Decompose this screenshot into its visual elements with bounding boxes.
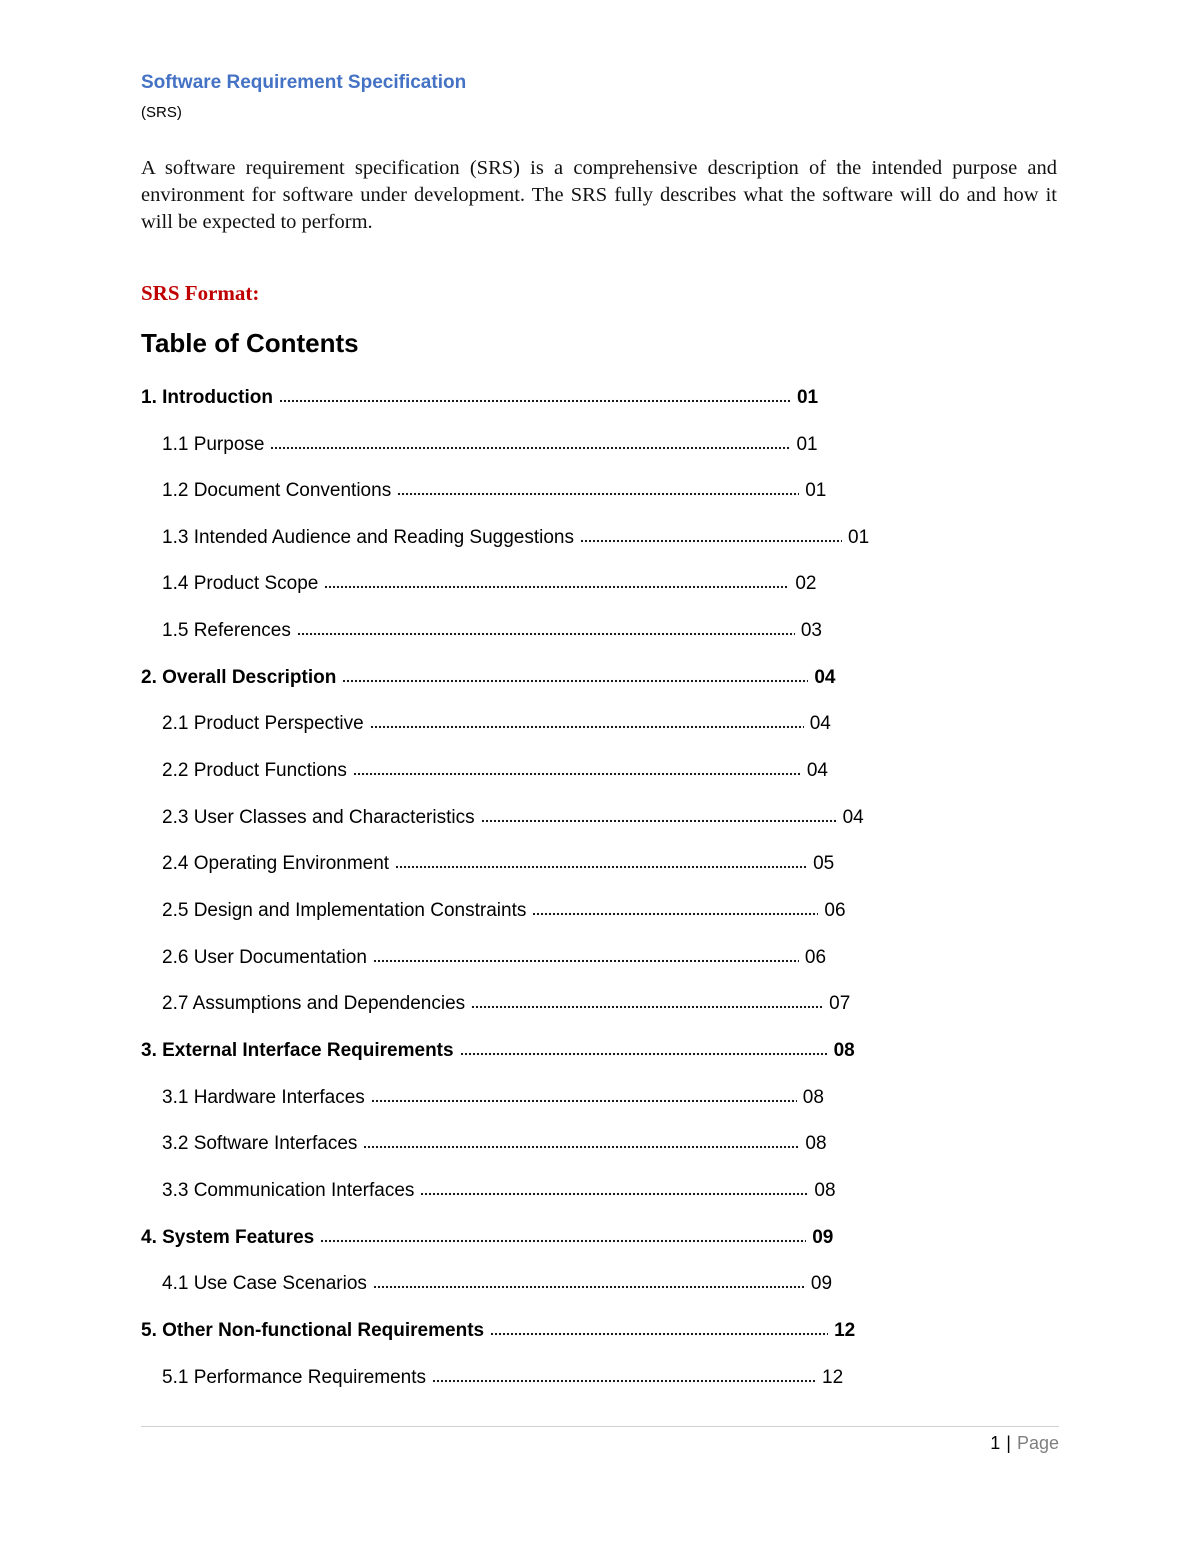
toc-entry-label: 3.3 Communication Interfaces: [162, 1180, 415, 1201]
toc-entry-page: 07: [829, 993, 851, 1014]
footer-page-number: 1: [990, 1433, 1001, 1453]
toc-entry-page: 08: [833, 1040, 855, 1061]
toc-dot-leader: [371, 1085, 797, 1103]
toc-heading: Table of Contents: [141, 328, 359, 358]
toc-entry-label: 4. System Features: [141, 1227, 315, 1248]
toc-entry-page: 09: [810, 1273, 833, 1294]
toc-dot-leader: [471, 991, 823, 1009]
toc-entry-page: 08: [805, 1133, 827, 1154]
toc-entry-label: 1.2 Document Conventions: [162, 480, 392, 501]
toc-entry-label: 2.4 Operating Environment: [162, 853, 390, 874]
toc-dot-leader: [481, 805, 837, 823]
toc-dot-leader: [373, 945, 799, 963]
toc-entry-label: 1.4 Product Scope: [162, 573, 319, 594]
toc-entry-label: 2.3 User Classes and Characteristics: [162, 807, 475, 828]
toc-entry-label: 1.1 Purpose: [162, 434, 265, 455]
toc-entry-page: 01: [805, 480, 827, 501]
toc-entry-page: 12: [834, 1320, 856, 1341]
footer-divider: [141, 1426, 1059, 1427]
toc-dot-leader: [320, 1225, 806, 1243]
toc-entry-purpose[interactable]: [162, 432, 818, 457]
toc-entry-product-functions[interactable]: [162, 758, 828, 783]
toc-entry-label: 4.1 Use Case Scenarios: [162, 1273, 367, 1294]
toc-dot-leader: [370, 711, 804, 729]
toc-entry-label: 5.1 Performance Requirements: [162, 1367, 427, 1388]
toc-entry-page: 04: [806, 760, 828, 781]
toc-dot-leader: [279, 385, 791, 403]
footer-separator: |: [1006, 1433, 1011, 1453]
toc-entry-label: 3.2 Software Interfaces: [162, 1133, 358, 1154]
toc-entry-intended-audience[interactable]: [162, 525, 869, 550]
toc-entry-label: 2.7 Assumptions and Dependencies: [162, 993, 466, 1014]
toc-dot-leader: [353, 758, 801, 776]
toc-entry-references[interactable]: [162, 618, 822, 643]
toc-entry-page: 08: [814, 1180, 836, 1201]
toc-dot-leader: [395, 851, 807, 869]
toc-entry-page: 05: [813, 853, 835, 874]
document-title: Software Requirement Specification: [141, 72, 467, 93]
toc-entry-user-classes[interactable]: [162, 805, 864, 830]
footer-page-label: Page: [1016, 1433, 1059, 1453]
toc-entry-page: 04: [842, 807, 864, 828]
toc-entry-label: 1. Introduction: [141, 387, 273, 408]
toc-entry-software-interfaces[interactable]: [162, 1131, 827, 1156]
toc-entry-performance-requirements[interactable]: [162, 1365, 843, 1390]
toc-entry-label: 1.5 References: [162, 620, 291, 641]
toc-entry-label: 3.1 Hardware Interfaces: [162, 1087, 365, 1108]
toc-entry-design-constraints[interactable]: [162, 898, 846, 923]
toc-entry-page: 06: [824, 900, 846, 921]
toc-entry-assumptions[interactable]: [162, 991, 850, 1016]
toc-entry-use-case-scenarios[interactable]: [162, 1271, 832, 1296]
toc-entry-page: 03: [800, 620, 822, 641]
toc-entry-label: 2. Overall Description: [141, 667, 337, 688]
toc-dot-leader: [420, 1178, 808, 1196]
toc-entry-page: 06: [804, 947, 827, 968]
toc-entry-label: 5. Other Non-functional Requirements: [141, 1320, 485, 1341]
toc-dot-leader: [324, 571, 789, 589]
toc-entry-external-interface[interactable]: [141, 1038, 855, 1063]
toc-entry-document-conventions[interactable]: [162, 478, 826, 503]
toc-dot-leader: [297, 618, 795, 636]
toc-dot-leader: [432, 1365, 816, 1383]
toc-entry-label: 2.1 Product Perspective: [162, 713, 364, 734]
toc-entry-label: 2.6 User Documentation: [162, 947, 367, 968]
toc-entry-page: 04: [809, 713, 831, 734]
toc-entry-product-scope[interactable]: [162, 571, 816, 596]
toc-entry-label: 1.3 Intended Audience and Reading Suggestions: [162, 527, 574, 548]
intro-paragraph: A software requirement specification (SRS) is a comprehensive description of the intended purpose and environment for software under development. The SRS fully describes what the software will do and how it will be expected to perform.: [141, 157, 1057, 233]
toc-dot-leader: [490, 1318, 828, 1336]
toc-entry-overall-description[interactable]: [141, 665, 836, 690]
toc-entry-user-documentation[interactable]: [162, 945, 826, 970]
srs-format-heading: SRS Format:: [141, 281, 260, 305]
toc-dot-leader: [397, 478, 799, 496]
toc-entry-page: 08: [802, 1087, 824, 1108]
toc-entry-introduction[interactable]: [141, 385, 818, 410]
toc-entry-page: 02: [795, 573, 817, 594]
toc-entry-nonfunctional[interactable]: [141, 1318, 855, 1343]
toc-entry-page: 04: [814, 667, 836, 688]
toc-entry-page: 09: [812, 1227, 834, 1248]
toc-entry-label: 3. External Interface Requirements: [141, 1040, 454, 1061]
toc-entry-label: 2.5 Design and Implementation Constraints: [162, 900, 527, 921]
document-subtitle: (SRS): [141, 104, 182, 121]
toc-dot-leader: [342, 665, 808, 683]
toc-dot-leader: [532, 898, 818, 916]
toc-entry-page: 12: [822, 1367, 844, 1388]
toc-entry-page: 01: [796, 387, 819, 408]
toc-entry-hardware-interfaces[interactable]: [162, 1085, 824, 1110]
toc-entry-page: 01: [796, 434, 818, 455]
toc-dot-leader: [363, 1131, 799, 1149]
toc-dot-leader: [460, 1038, 828, 1056]
toc-dot-leader: [580, 525, 842, 543]
toc-entry-operating-environment[interactable]: [162, 851, 834, 876]
toc-dot-leader: [270, 432, 790, 450]
toc-entry-communication-interfaces[interactable]: [162, 1178, 836, 1203]
toc-dot-leader: [373, 1271, 805, 1289]
toc-entry-label: 2.2 Product Functions: [162, 760, 347, 781]
page-footer: [990, 1433, 1059, 1454]
toc-entry-product-perspective[interactable]: [162, 711, 831, 736]
toc-entry-page: 01: [848, 527, 870, 548]
toc-entry-system-features[interactable]: [141, 1225, 833, 1250]
